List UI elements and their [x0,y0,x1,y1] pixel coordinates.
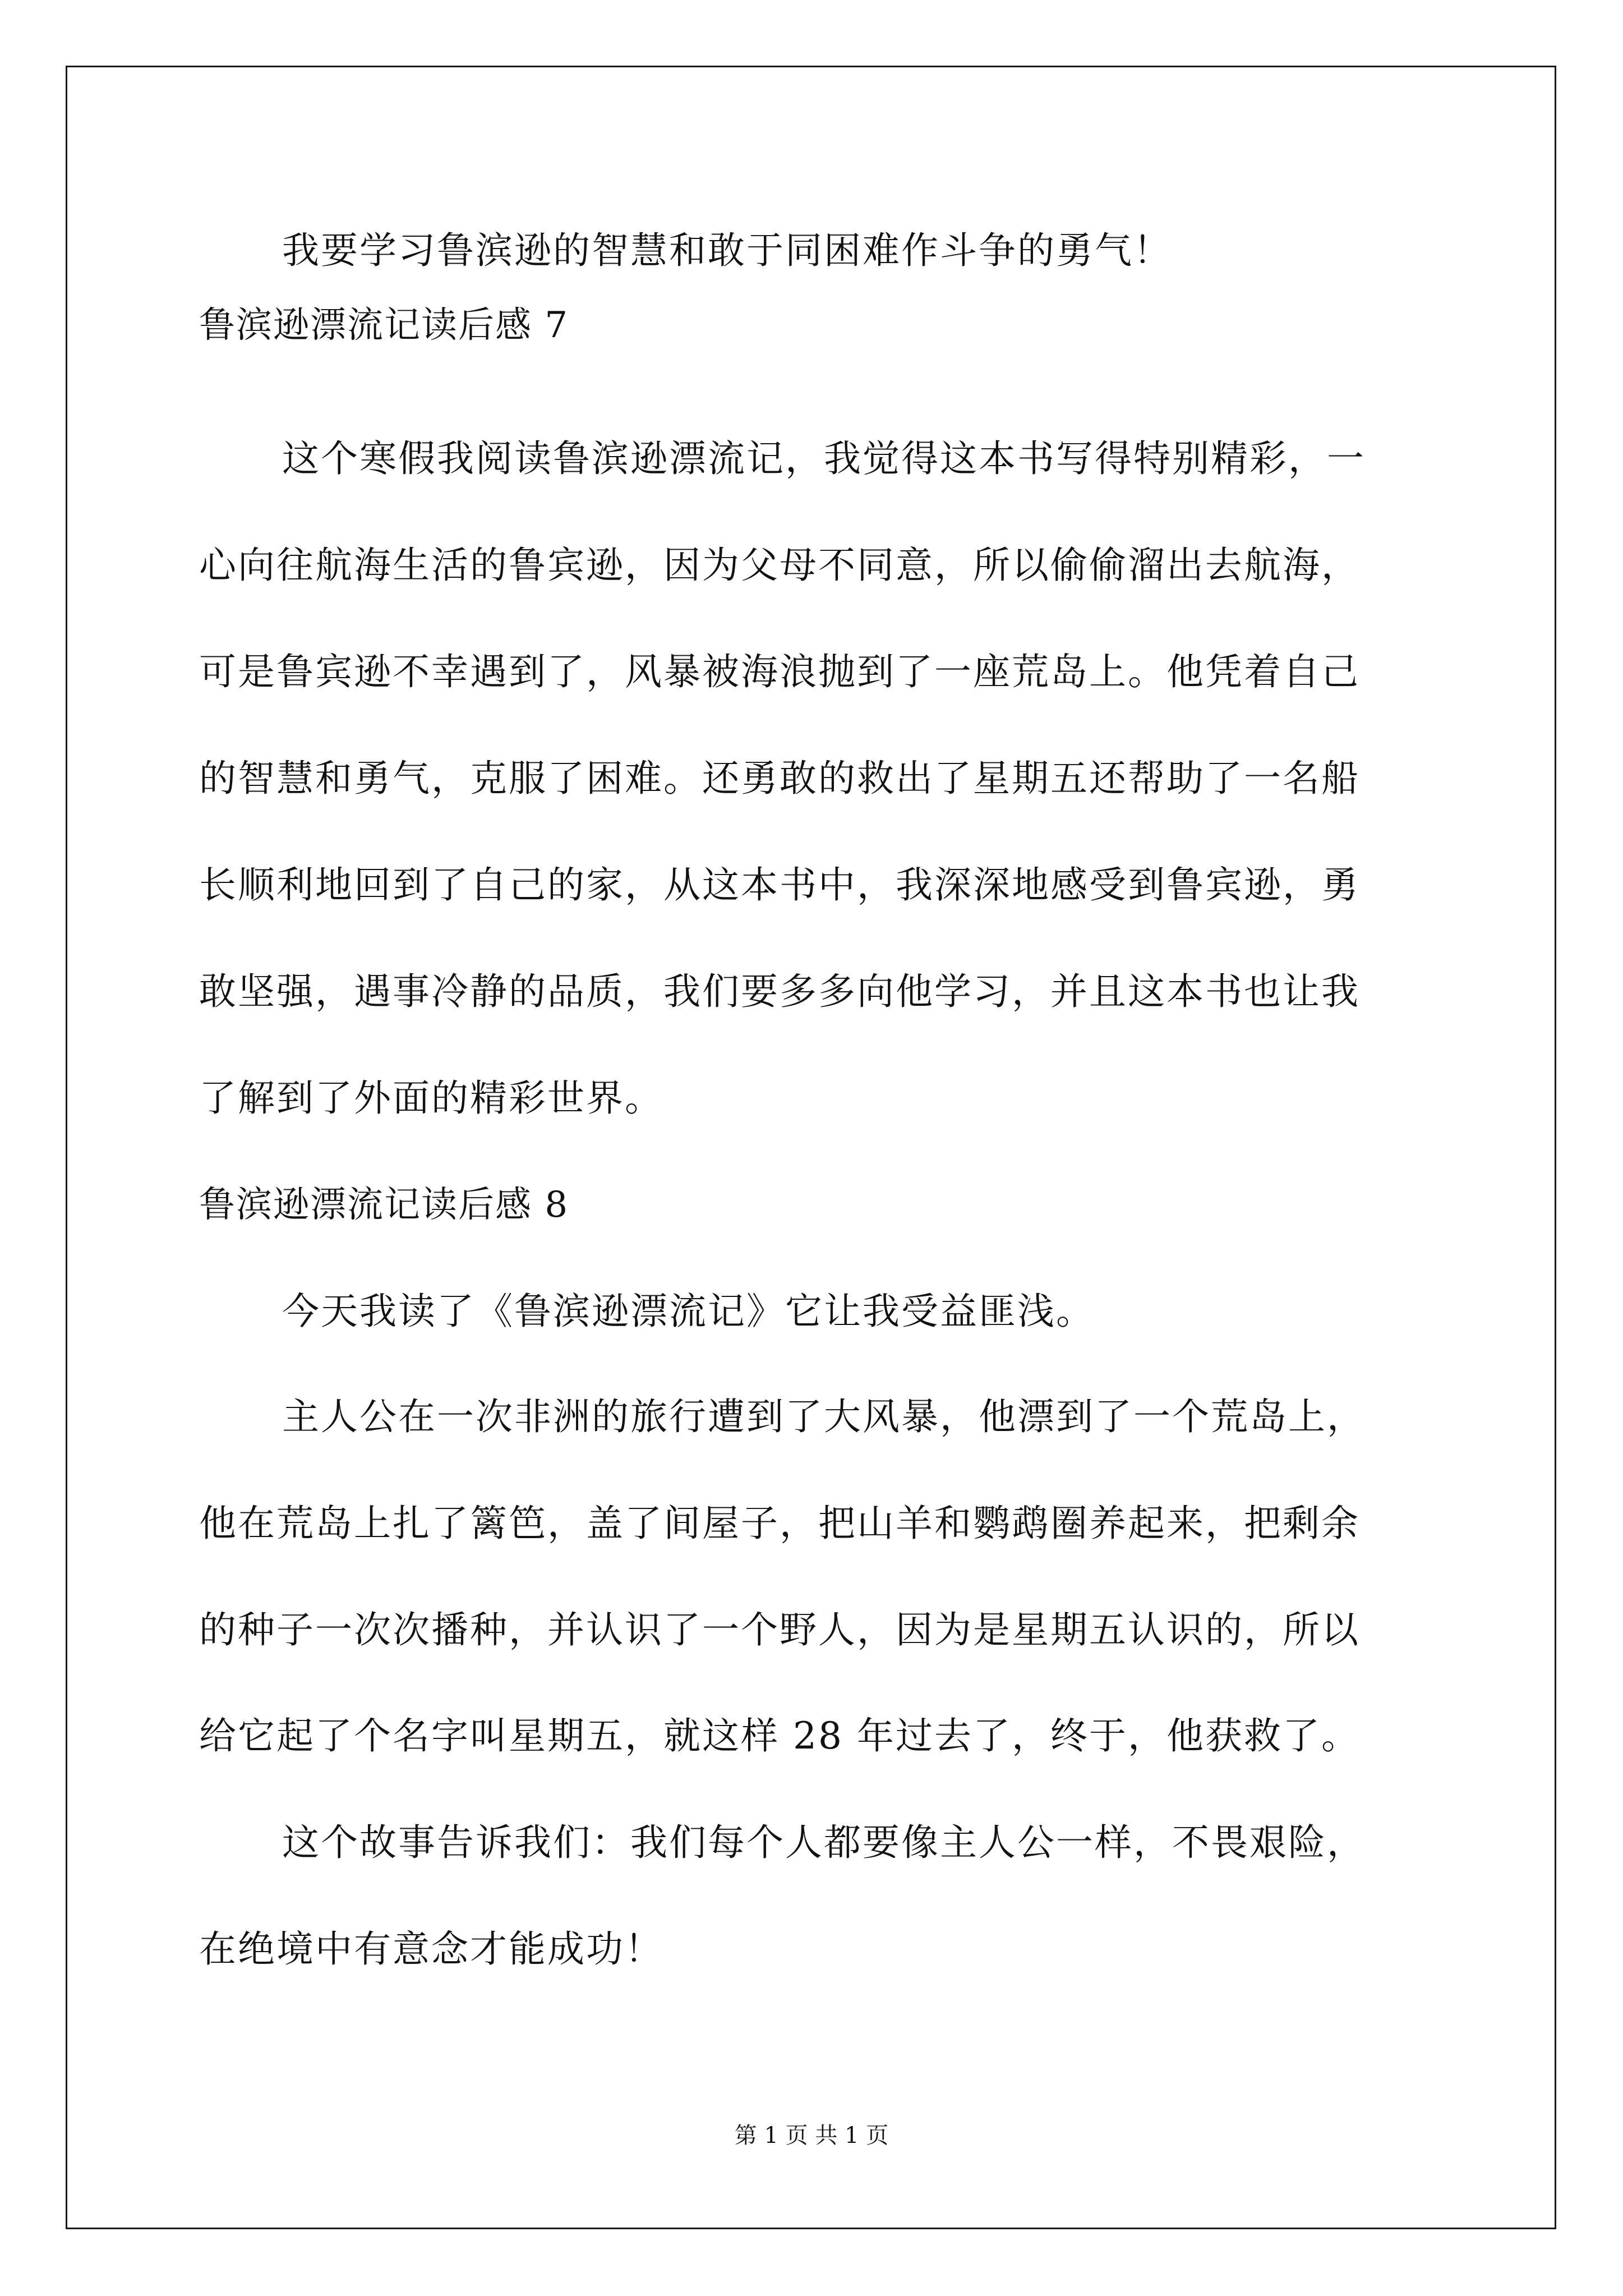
paragraph-line: 的种子一次次播种，并认识了一个野人，因为是星期五认识的，所以 [199,1608,1360,1651]
paragraph-line: 可是鲁宾逊不幸遇到了，风暴被海浪抛到了一座荒岛上。他凭着自己 [199,650,1360,693]
section-heading: 鲁滨逊漂流记读后感 8 [199,1184,569,1226]
paragraph-line: 给它起了个名字叫星期五，就这样 28 年过去了，终于，他获救了。 [199,1714,1360,1757]
paragraph-line: 长顺利地回到了自己的家，从这本书中，我深深地感受到鲁宾逊，勇 [199,863,1360,907]
section-heading: 鲁滨逊漂流记读后感 7 [199,305,569,346]
paragraph-line: 心向往航海生活的鲁宾逊，因为父母不同意，所以偷偷溜出去航海， [199,544,1360,587]
page-border [66,66,1556,2229]
paragraph-line: 敢坚强，遇事冷静的品质，我们要多多向他学习，并且这本书也让我 [199,970,1360,1013]
paragraph-line: 主人公在一次非洲的旅行遭到了大风暴，他漂到了一个荒岛上， [282,1395,1366,1438]
paragraph-line: 了解到了外面的精彩世界。 [199,1076,663,1120]
paragraph-line: 我要学习鲁滨逊的智慧和敢于同困难作斗争的勇气！ [282,229,1172,272]
paragraph-line: 今天我读了《鲁滨逊漂流记》它让我受益匪浅。 [282,1290,1095,1333]
paragraph-line: 他在荒岛上扎了篱笆，盖了间屋子，把山羊和鹦鹉圈养起来，把剩余 [199,1502,1360,1545]
paragraph-line: 在绝境中有意念才能成功！ [199,1927,663,1971]
paragraph-line: 这个故事告诉我们：我们每个人都要像主人公一样，不畏艰险， [282,1821,1366,1864]
paragraph-line: 这个寒假我阅读鲁滨逊漂流记，我觉得这本书写得特别精彩，一 [282,437,1366,480]
page-footer: 第 1 页 共 1 页 [734,2123,889,2148]
paragraph-line: 的智慧和勇气，克服了困难。还勇敢的救出了星期五还帮助了一名船 [199,757,1360,800]
